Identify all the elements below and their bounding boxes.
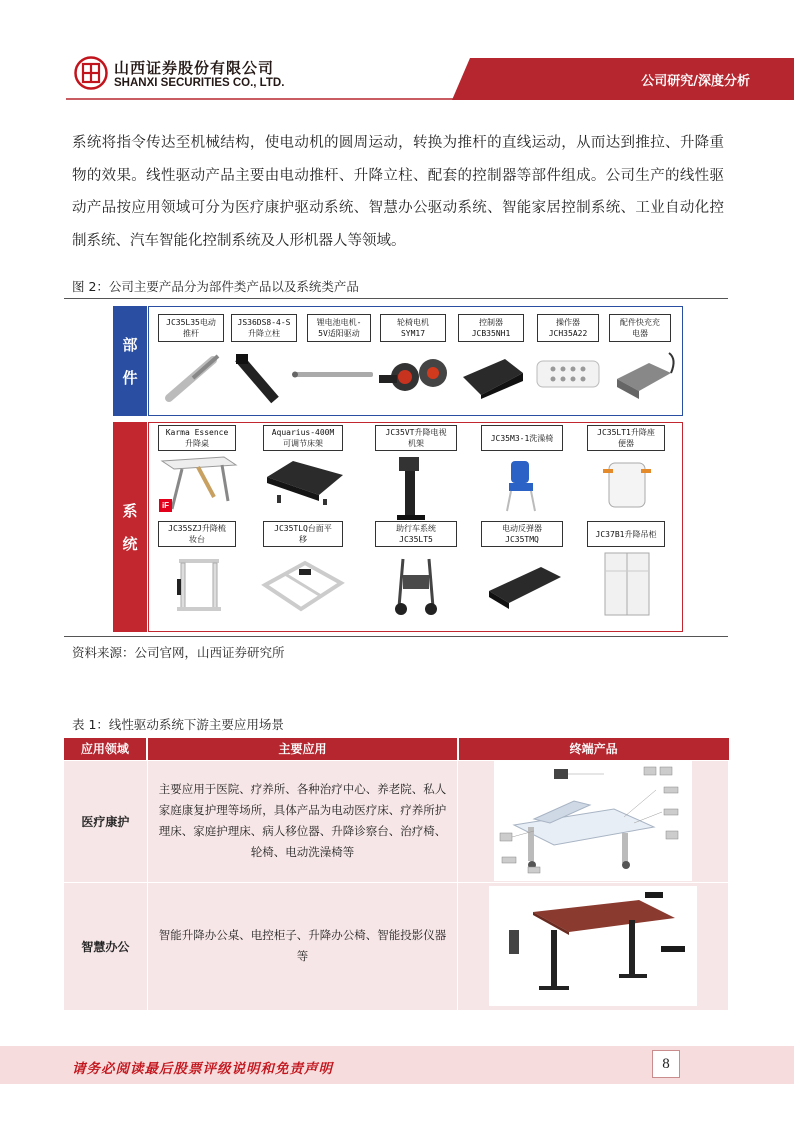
field-cell: 医疗康护 [64,760,148,882]
lift-cabinet-image [601,549,653,619]
system-label: JC35SZJ升降梳 妆台 [158,521,236,547]
bath-chair-image [501,455,541,515]
system-label: JC37B1升降吊柜 [587,521,665,547]
component-label: 锂电池电机- 5V适阳驱动 [307,314,371,342]
application-cell: 主要应用于医院、疗养所、各种治疗中心、养老院、私人家庭康复护理等场所，具体产品为电动医疗床、疗养所护理床、家庭护理床、病人移位器、升降诊察台、治疗椅、轮椅、电动洗澡椅等 [147,760,457,882]
application-table [63,738,729,1011]
company-name-en: SHANXI SECURITIES CO., LTD. [114,77,285,89]
charger-image [609,349,679,401]
component-label: 配件快充充 电器 [609,314,671,342]
figure-caption: 图 2：公司主要产品分为部件类产品以及系统类产品 [72,279,359,294]
company-name-cn: 山西证券股份有限公司 [114,59,275,77]
components-group-label [113,306,147,416]
systems-group-label [113,422,147,632]
system-label: 电动反弹器 JC35TMQ [481,521,563,547]
page-header [0,0,794,100]
if-award-badge: iF [159,499,172,512]
system-label: JC35TLQ台面平 移 [263,521,343,547]
wheelchair-motor-image [375,353,455,401]
table-header-cell: 终端产品 [458,738,729,760]
components-label-char: 部 [122,336,138,354]
systems-label-char: 统 [122,535,138,553]
system-label: 助行车系统 JC35LT5 [375,521,457,547]
adjustable-bed-image [263,455,347,505]
component-label: JS36DS8-4-S 升降立柱 [231,314,297,342]
table-caption: 表 1：线性驱动系统下游主要应用场景 [72,717,284,732]
table-shift-image [259,555,345,617]
actuator-image [163,350,223,402]
figure-source: 资料来源：公司官网，山西证券研究所 [72,645,285,660]
table-row [64,882,729,1010]
table-header-row [64,738,729,760]
component-label: 操作器 JCH35A22 [537,314,599,342]
rebound-device-image [485,561,565,611]
component-label: JC35L35电动 推杆 [158,314,224,342]
product-image-cell [458,882,729,1010]
component-label: 轮椅电机 SYM17 [380,314,446,342]
figure-top-rule [64,298,728,299]
system-label: JC35M3-1洗澡椅 [481,425,563,451]
tv-lift-image [393,453,433,523]
application-cell: 智能升降办公桌、电控柜子、升降办公椅、智能投影仪器等 [147,882,457,1010]
handset-image [533,355,605,393]
lift-column-image [233,350,293,406]
system-label: JC35LT1升降座 便器 [587,425,665,451]
table-header-cell: 应用领域 [64,738,148,760]
controller-image [459,353,527,399]
motor-drive-image [289,365,379,385]
system-label: Aquarius-400M 可调节床架 [263,425,343,451]
component-label: 控制器 JCB35NH1 [458,314,524,342]
components-label-char: 件 [122,369,138,387]
product-figure [113,305,683,633]
standing-desk-image [489,886,697,1006]
toilet-lift-image [599,455,655,511]
figure-bottom-rule [64,636,728,637]
dresser-lift-image [171,551,227,617]
table-row [64,760,729,882]
section-tag: 公司研究/深度分析 [641,74,750,89]
table-header-cell: 主要应用 [147,738,457,760]
medical-bed-image [494,761,692,881]
page-number: 8 [652,1050,680,1078]
company-logo-icon [74,56,108,90]
field-cell: 智慧办公 [64,882,148,1010]
walker-image [391,551,441,617]
system-label: JC35VT升降电视 机架 [375,425,457,451]
footer-disclaimer[interactable]: 请务必阅读最后股票评级说明和免责声明 [72,1061,333,1077]
systems-label-char: 系 [122,502,138,520]
system-label: Karma Essence 升降桌 [158,425,236,451]
body-paragraph: 系统将指令传达至机械结构，使电动机的圆周运动，转换为推杆的直线运动，从而达到推拉、升降重物的效果。线性驱动产品主要由电动推杆、升降立柱、配套的控制器等部件组成。公司生产的线性驱动产品按应用领域可分为医疗康护驱动系统、智慧办公驱动系统、智能家居控制系统、工业自动化控制系统、汽车智能化控制系统及人形机器人等领域。 [72,135,724,249]
product-image-cell [458,760,729,882]
